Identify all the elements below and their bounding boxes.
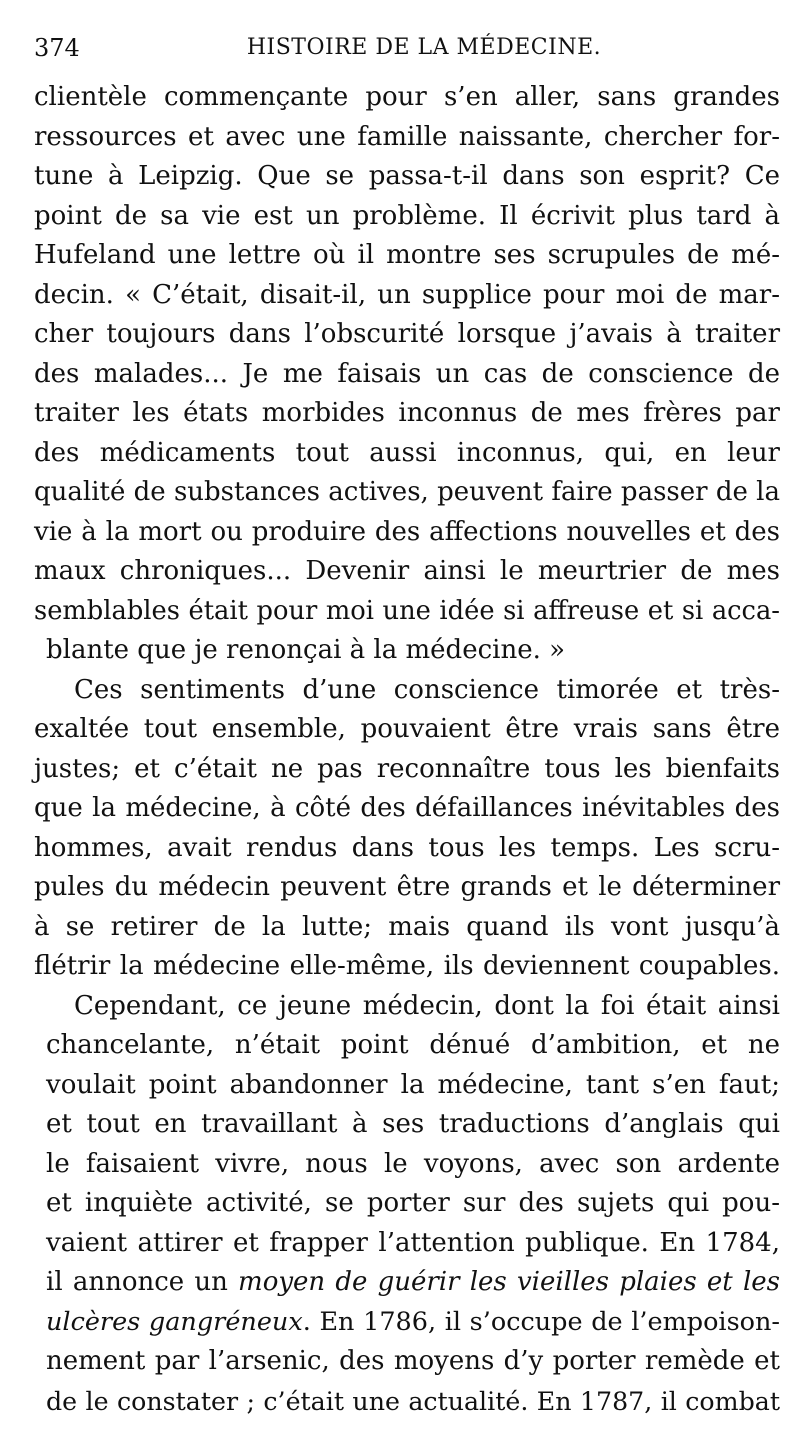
paragraph-start: Cependant, ce jeune médecin, dont la foi était ainsi [74, 990, 780, 1021]
text-line: vaient attirer et frapper l’attention publique. En 1784, [46, 1227, 780, 1258]
text-line: cher toujours dans l’obscurité lorsque j’avais à traiter [34, 319, 780, 349]
text-line: de le constater ; c’était une actualité. En 1787, il combat [46, 1386, 780, 1416]
page-header [34, 32, 770, 64]
text-line-with-italic [34, 1303, 780, 1343]
text-line: des médicaments tout aussi inconnus, qui, en leur [34, 437, 780, 468]
text-line: qualité de substances actives, peuvent faire passer de la [34, 477, 780, 507]
text-line: justes; et c’était ne pas reconnaître tous les bienfaits [34, 753, 780, 784]
running-title: HISTOIRE DE LA MÉDECINE. [246, 35, 602, 60]
text-line: des malades... Je me faisais un cas de conscience de [34, 358, 780, 389]
text-line: semblables était pour moi une idée si affreuse et si acca- [34, 595, 780, 626]
text-line: vie à la mort ou produire des affections nouvelles et des [34, 516, 780, 547]
text-run: . En 1786, il s’occupe de l’empoison- [302, 1306, 781, 1337]
text-line: Hufeland une lettre où il montre ses scrupules de mé- [34, 240, 780, 270]
text-line: maux chroniques... Devenir ainsi le meurtrier de mes [34, 556, 780, 586]
text-line: point de sa vie est un problème. Il écrivit plus tard à [34, 200, 780, 231]
text-line: hommes, avait rendus dans tous les temps. Les scru- [34, 832, 780, 863]
page-number: 374 [34, 34, 80, 62]
body-text [34, 78, 780, 1421]
text-run: il annonce un [46, 1267, 239, 1297]
text-line: voulait point abandonner la médecine, tant s’en faut; [46, 1069, 780, 1100]
text-line: ressources et avec une famille naissante, chercher for- [34, 121, 780, 152]
text-line: que la médecine, à côté des défaillances inévitables des [34, 793, 780, 823]
text-line: le faisaient vivre, nous le voyons, avec son ardente [46, 1148, 780, 1179]
text-line: nement par l’arsenic, des moyens d’y porter remède et [46, 1346, 780, 1376]
text-line: decin. « C’était, disait-il, un supplice pour moi de mar- [34, 279, 780, 310]
text-line: à se retirer de la lutte; mais quand ils vont jusqu’à [34, 911, 780, 942]
italic-title: ulcères gangréneux [46, 1306, 303, 1337]
text-line: traiter les états morbides inconnus de mes frères par [34, 398, 780, 428]
text-line-with-italic [34, 1263, 780, 1303]
text-line: clientèle commençante pour s’en aller, sans grandes [34, 82, 780, 112]
text-line: et tout en travaillant à ses traductions d’anglais qui [46, 1109, 780, 1139]
text-line: blante que je renonçai à la médecine. » [46, 635, 566, 665]
paragraph-start: Ces sentiments d’une conscience timorée et très- [74, 674, 780, 705]
text-line: exaltée tout ensemble, pouvaient être vrais sans être [34, 714, 780, 744]
italic-title: moyen de guérir les vieilles plaies et les [238, 1267, 780, 1297]
text-line: chancelante, n’était point dénué d’ambition, et ne [46, 1030, 780, 1060]
text-line: et inquiète activité, se porter sur des sujets qui pou- [46, 1188, 780, 1218]
text-line: tune à Leipzig. Que se passa-t-il dans son esprit? Ce [34, 161, 780, 191]
text-line: flétrir la médecine elle-même, ils deviennent coupables. [34, 951, 780, 981]
text-line: pules du médecin peuvent être grands et le déterminer [34, 872, 780, 902]
